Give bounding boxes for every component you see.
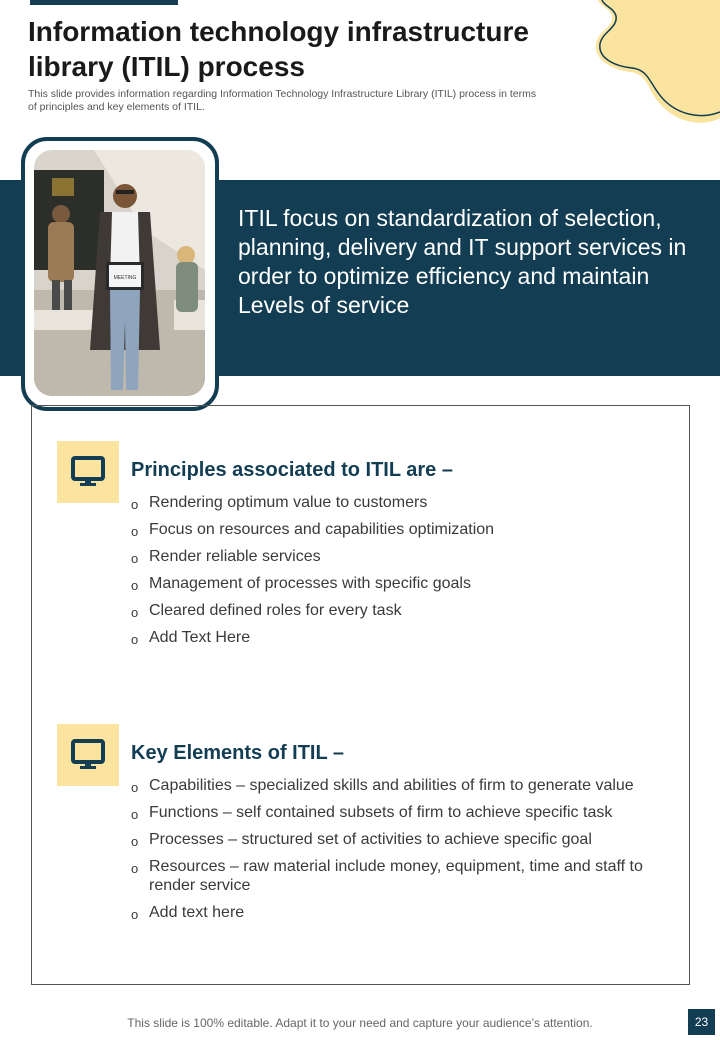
principles-title: Principles associated to ITIL are – [131, 459, 453, 481]
list-item: o Capabilities – specialized skills and abilities of firm to generate value [131, 777, 634, 795]
list-item: o Cleared defined roles for every task [131, 602, 402, 620]
list-item: o Focus on resources and capabilities optimization [131, 521, 495, 539]
principles-list [131, 493, 671, 655]
list-item: o Management of processes with specific goals [131, 575, 471, 593]
page-title: Information technology infrastructure library (ITIL) process [28, 16, 529, 82]
principles-icon-box [57, 441, 119, 503]
monitor-icon [71, 455, 105, 489]
presenter-photo [34, 150, 205, 396]
top-accent-line [30, 0, 178, 5]
page-number: 23 [688, 1009, 715, 1035]
banner-text: ITIL focus on standardization of selection, planning, delivery and IT support services in order to optimize efficiency and maintain Levels of service [238, 205, 687, 318]
list-item: o Processes – structured set of activities to achieve specific goal [131, 831, 592, 849]
list-item: o Render reliable services [131, 548, 321, 566]
page-subtitle: This slide provides information regarding Information Technology Infrastructure Library (ITIL) process in terms of principles and key elements of ITIL. [28, 88, 537, 113]
key-elements-title: Key Elements of ITIL – [131, 742, 345, 764]
photo-sign-text: MEETING [113, 275, 137, 281]
list-item: o Resources – raw material include money, equipment, time and staff to render service [131, 858, 643, 894]
list-item: o Rendering optimum value to customers [131, 494, 428, 512]
list-item: o Add Text Here [131, 629, 251, 647]
monitor-icon [71, 738, 105, 772]
key-elements-icon-box [57, 724, 119, 786]
decorative-blob [590, 0, 720, 125]
key-elements-list [131, 776, 651, 930]
list-item: o Functions – self contained subsets of firm to achieve specific task [131, 804, 613, 822]
list-item: o Add text here [131, 904, 245, 922]
footer-text: This slide is 100% editable. Adapt it to your need and capture your audience’s attention. [127, 1016, 593, 1030]
